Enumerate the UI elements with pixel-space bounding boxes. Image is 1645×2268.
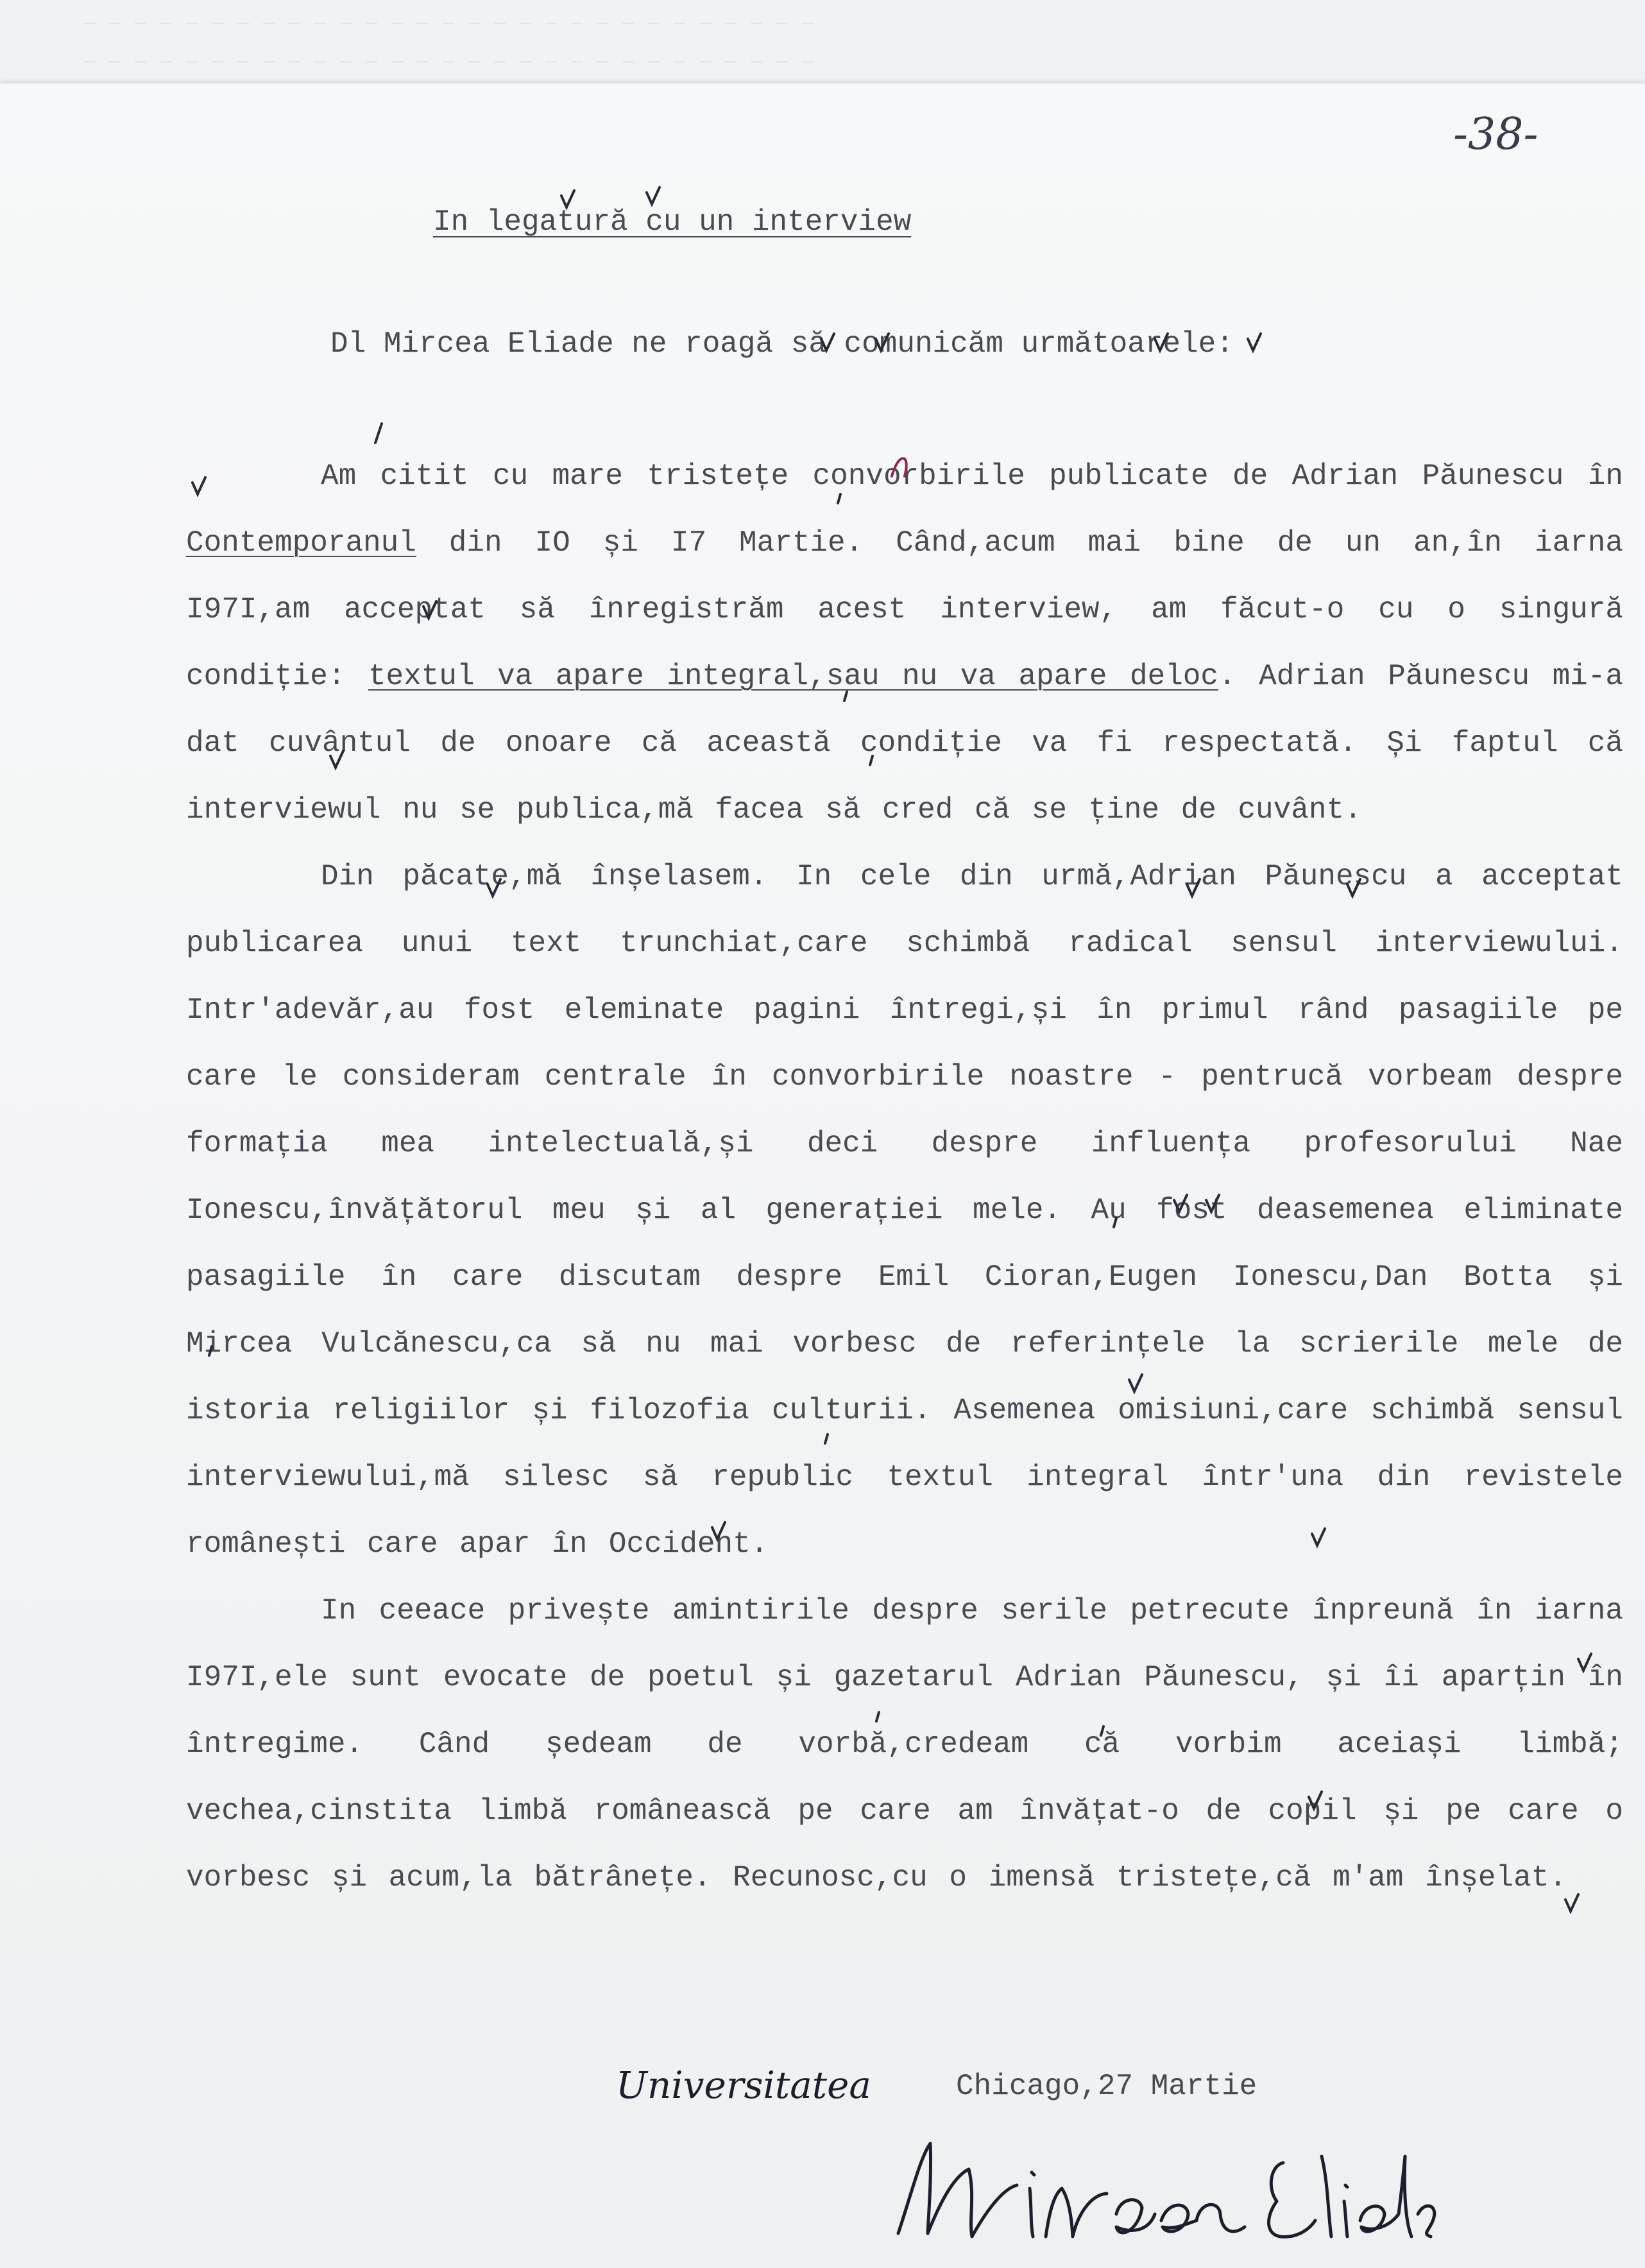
handwritten-affiliation: Universitatea (616, 2063, 872, 2107)
page-number: -38- (1453, 109, 1538, 160)
condition-emphasis: textul va apare integral,sau nu va apare deloc (368, 660, 1219, 693)
place-and-date: Chicago,27 Martie (956, 2070, 1257, 2103)
paragraph-1-text: Am citit cu mare tristețe convorbirile publicate de Adrian Păunescu în (321, 460, 1623, 493)
paragraph-2: Din păcate,mă înșelasem. In cele din urmă,Adrian Păunescu a acceptat publicarea unui text trunchiat,care schimbă radical sensul interviewului. Intr'adevăr,au fost eleminate pagini întregi,și în primul rând pasagiile pe care le consideram centrale în convorbirile noastre - pentrucă vorbeam despre formația mea intelectuală,și deci despre influența profesorului Nae Ionescu,învățătorul meu și al generației mele. Au fost deasemenea eliminate pasagiile în care discutam despre Emil Cioran,Eugen Ionescu,Dan Botta și Mircea Vulcănescu,ca să nu mai vorbesc de referințele la scrierile mele de istoria religiilor și filozofia culturii. Asemenea omisiuni,care schimbă sensul interviewului,mă silesc să republic textul integral într'una din revistele românești care apar în Occident. (186, 860, 1623, 1561)
publication-name: Contemporanul (186, 526, 416, 560)
paragraph-3: In ceeace privește amintirile despre serile petrecute înpreună în iarna I97I,ele sunt evocate de poetul și gazetarul Adrian Păunescu, și îi aparțin în întregime. Când ședeam de vorbă,credeam că vorbim aceiași limbă; vechea,cinstita limbă românească pe care am învățat-o de copil și pe care o vorbesc și acum,la bătrânețe. Recunosc,cu o imensă tristețe,că m'am înșelat. (186, 1594, 1623, 1894)
bleed-through-text: — — — — — — — — — — — — — — — — — — — — — — — — — — — — — (83, 13, 815, 35)
paragraph-1-text: din IO și I7 Martie. Când,acum mai bine de un an,în iarna I97I,am acceptat să înregistrăm acest interview, am făcut-o cu o singură condiție: (186, 526, 1623, 693)
letter-body (186, 443, 1623, 1911)
paragraph-1 (186, 443, 1623, 843)
paragraph-1-text: . Adrian Păunescu mi-a dat cuvântul de onoare că această condiție va fi respectată. Și faptul că interviewul nu se publica,mă facea să cred că se ține de cuvânt. (186, 660, 1623, 827)
underlying-page (0, 0, 1645, 96)
intro-line: Dl Mircea Eliade ne roagă să comunicăm următoarele: (330, 327, 1234, 361)
handwritten-signature (885, 2118, 1450, 2246)
document-title: In legatură cu un interview (433, 205, 912, 239)
bleed-through-text: — — — — — — — — — — — — — — — — — — — — — — — — — — — — — (83, 51, 815, 73)
